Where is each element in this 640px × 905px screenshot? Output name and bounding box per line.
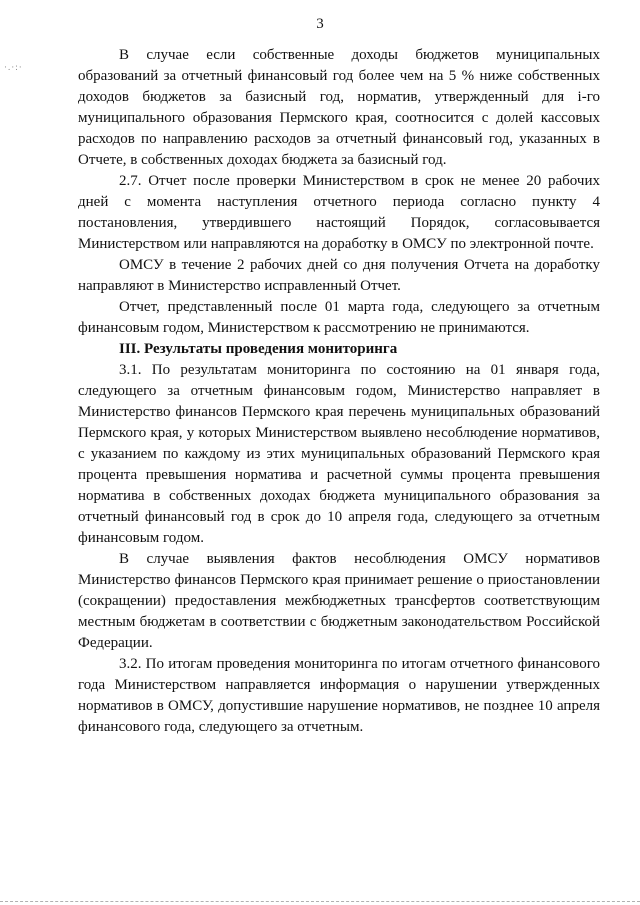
paragraph-3-2: 3.2. По итогам проведения мониторинга по итогам отчетного финансового года Министерством направляется информация о нарушении утвержденных нормативов в ОМСУ, допустившие нарушение нормативов, не позднее 10 апреля финансового года, следующего за отчетным. xyxy=(78,656,600,735)
section-title: III. Результаты проведения мониторинга xyxy=(119,341,398,357)
paragraph: В случае выявления фактов несоблюдения ОМСУ нормативов Министерство финансов Пермского края принимает решение о приостановлении (сокращении) предоставления межбюджетных трансфертов соответствующим местным бюджетам в соответствии с бюджетным законодательством Российской Федерации. xyxy=(78,551,600,651)
scan-mark: ·.·:· xyxy=(4,62,23,72)
paragraph-3-1: 3.1. По результатам мониторинга по состоянию на 01 января года, следующего за отчетным финансовым годом, Министерство направляет в Министерство финансов Пермского края перечень муниципальных образований Пермского края, у которых Министерством выявлено несоблюдение нормативов, с указанием по каждому из этих муниципальных образований Пермского края процента превышения норматива и расчетной суммы процента превышения норматива в собственных доходах бюджета муниципального образования за отчетный финансовый год в срок до 10 апреля года, следующего за отчетным финансовым годом. xyxy=(78,362,600,546)
paragraph: Отчет, представленный после 01 марта года, следующего за отчетным финансовым годом, Министерством к рассмотрению не принимаются. xyxy=(78,299,600,336)
page-number: 3 xyxy=(316,16,324,32)
paragraph: В случае если собственные доходы бюджетов муниципальных образований за отчетный финансовый год более чем на 5 % ниже собственных доходов бюджетов за базисный год, норматив, утвержденный для i-го муниципального образования Пермского края, соотносится с долей кассовых расходов по направлению расходов за отчетный финансовый год, указанных в Отчете, в собственных доходах бюджета за базисный год. xyxy=(78,47,600,168)
paragraph: ОМСУ в течение 2 рабочих дней со дня получения Отчета на доработку направляют в Министерство исправленный Отчет. xyxy=(78,257,600,294)
scan-edge-line xyxy=(0,901,640,904)
paragraph-2-7: 2.7. Отчет после проверки Министерством в срок не менее 20 рабочих дней с момента наступления отчетного периода согласно пункту 4 постановления, утвердившего настоящий Порядок, согласовывается Министерством или направляются на доработку в ОМСУ по электронной почте. xyxy=(78,173,600,252)
document-body xyxy=(78,45,600,738)
